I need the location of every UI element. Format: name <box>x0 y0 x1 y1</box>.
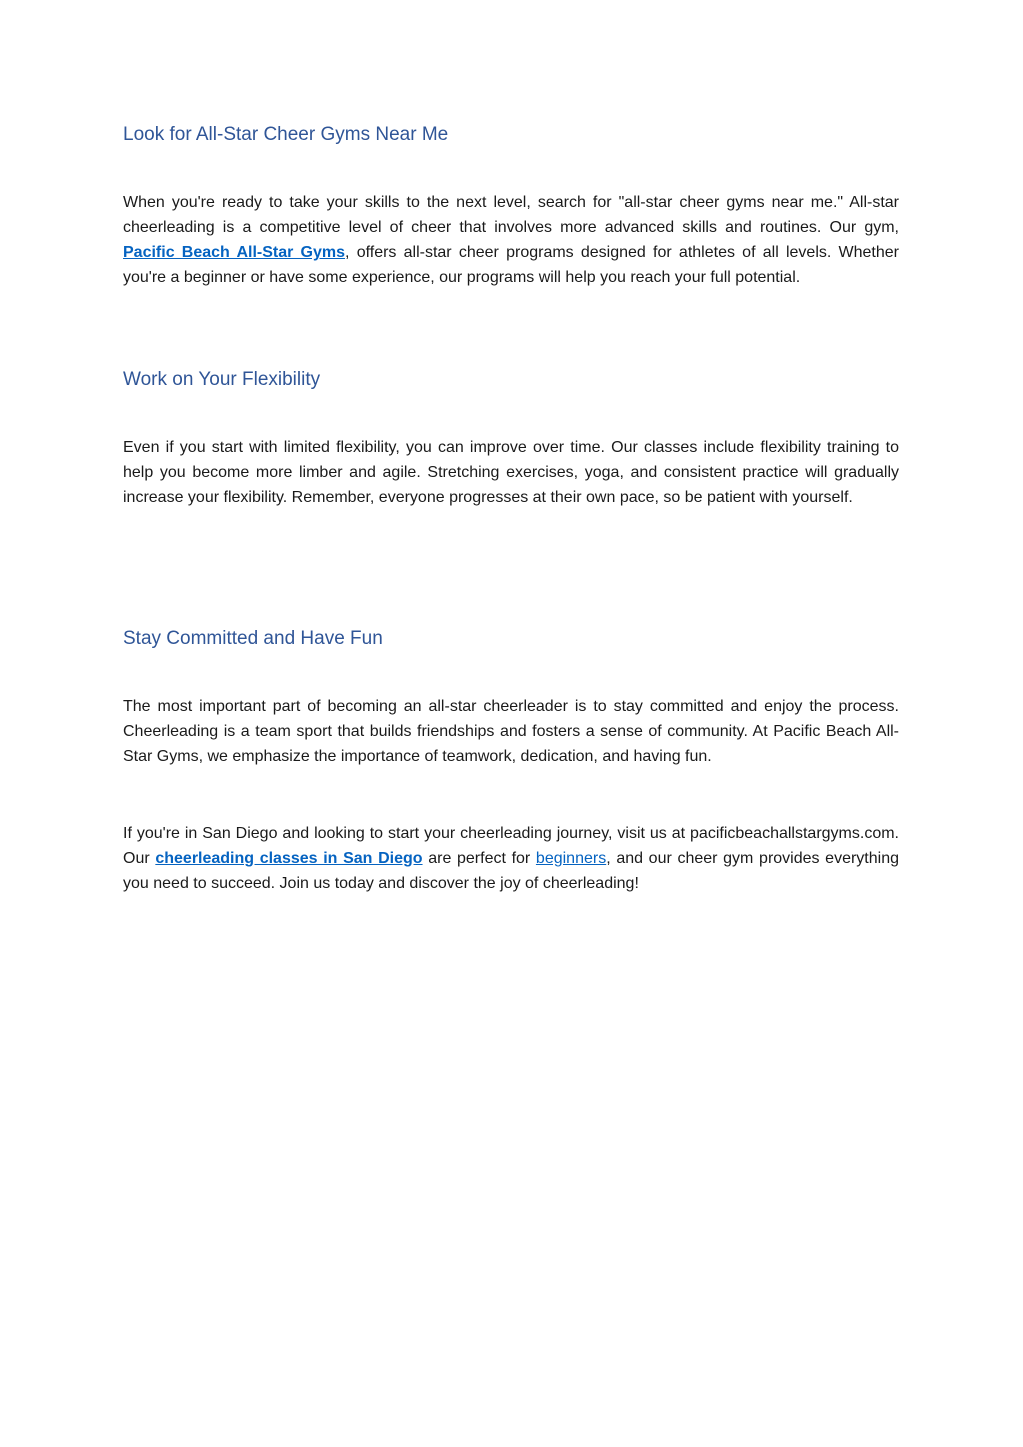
heading-all-star-gyms: Look for All-Star Cheer Gyms Near Me <box>123 124 449 145</box>
paragraph-committed: The most important part of becoming an all-star cheerleader is to stay committed and enjoy the process. Cheerleading is a team sport that builds friendships and fosters a sense of community. At Pacific Beach All-Star Gyms, we emphasize the importance of teamwork, dedication, and having fun. <box>123 698 899 765</box>
paragraph-text: , offers all-star cheer programs designed for athletes of all levels. Whether you're a beginner or have some experience, our programs will help you reach your full potential. <box>123 244 899 286</box>
beginners-link[interactable]: beginners <box>535 850 607 867</box>
paragraph-all-star-gyms <box>123 190 899 290</box>
closing-text: , and our cheer gym provides everything you need to succeed. Join us today and discover the joy of cheerleading! <box>123 850 899 892</box>
closing-text: If you're in San Diego and looking to start your cheerleading journey, visit us at pacificbeachallstargyms.com. Our <box>123 825 899 867</box>
closing-text: are perfect for <box>422 850 536 867</box>
heading-flexibility: Work on Your Flexibility <box>123 369 321 390</box>
heading-committed: Stay Committed and Have Fun <box>123 628 383 649</box>
paragraph-closing <box>123 821 899 896</box>
paragraph-flexibility: Even if you start with limited flexibility, you can improve over time. Our classes include flexibility training to help you become more limber and agile. Stretching exercises, yoga, and consistent practice will gradually increase your flexibility. Remember, everyone progresses at their own pace, so be patient with yourself. <box>123 439 899 506</box>
cheerleading-classes-link[interactable]: cheerleading classes in San Diego <box>155 850 423 867</box>
paragraph-text: When you're ready to take your skills to the next level, search for "all-star cheer gyms near me." All-star cheerleading is a competitive level of cheer that involves more advanced skills and routines. Our gym, <box>123 194 899 236</box>
pacific-beach-gyms-link[interactable]: Pacific Beach All-Star Gyms <box>123 244 346 261</box>
